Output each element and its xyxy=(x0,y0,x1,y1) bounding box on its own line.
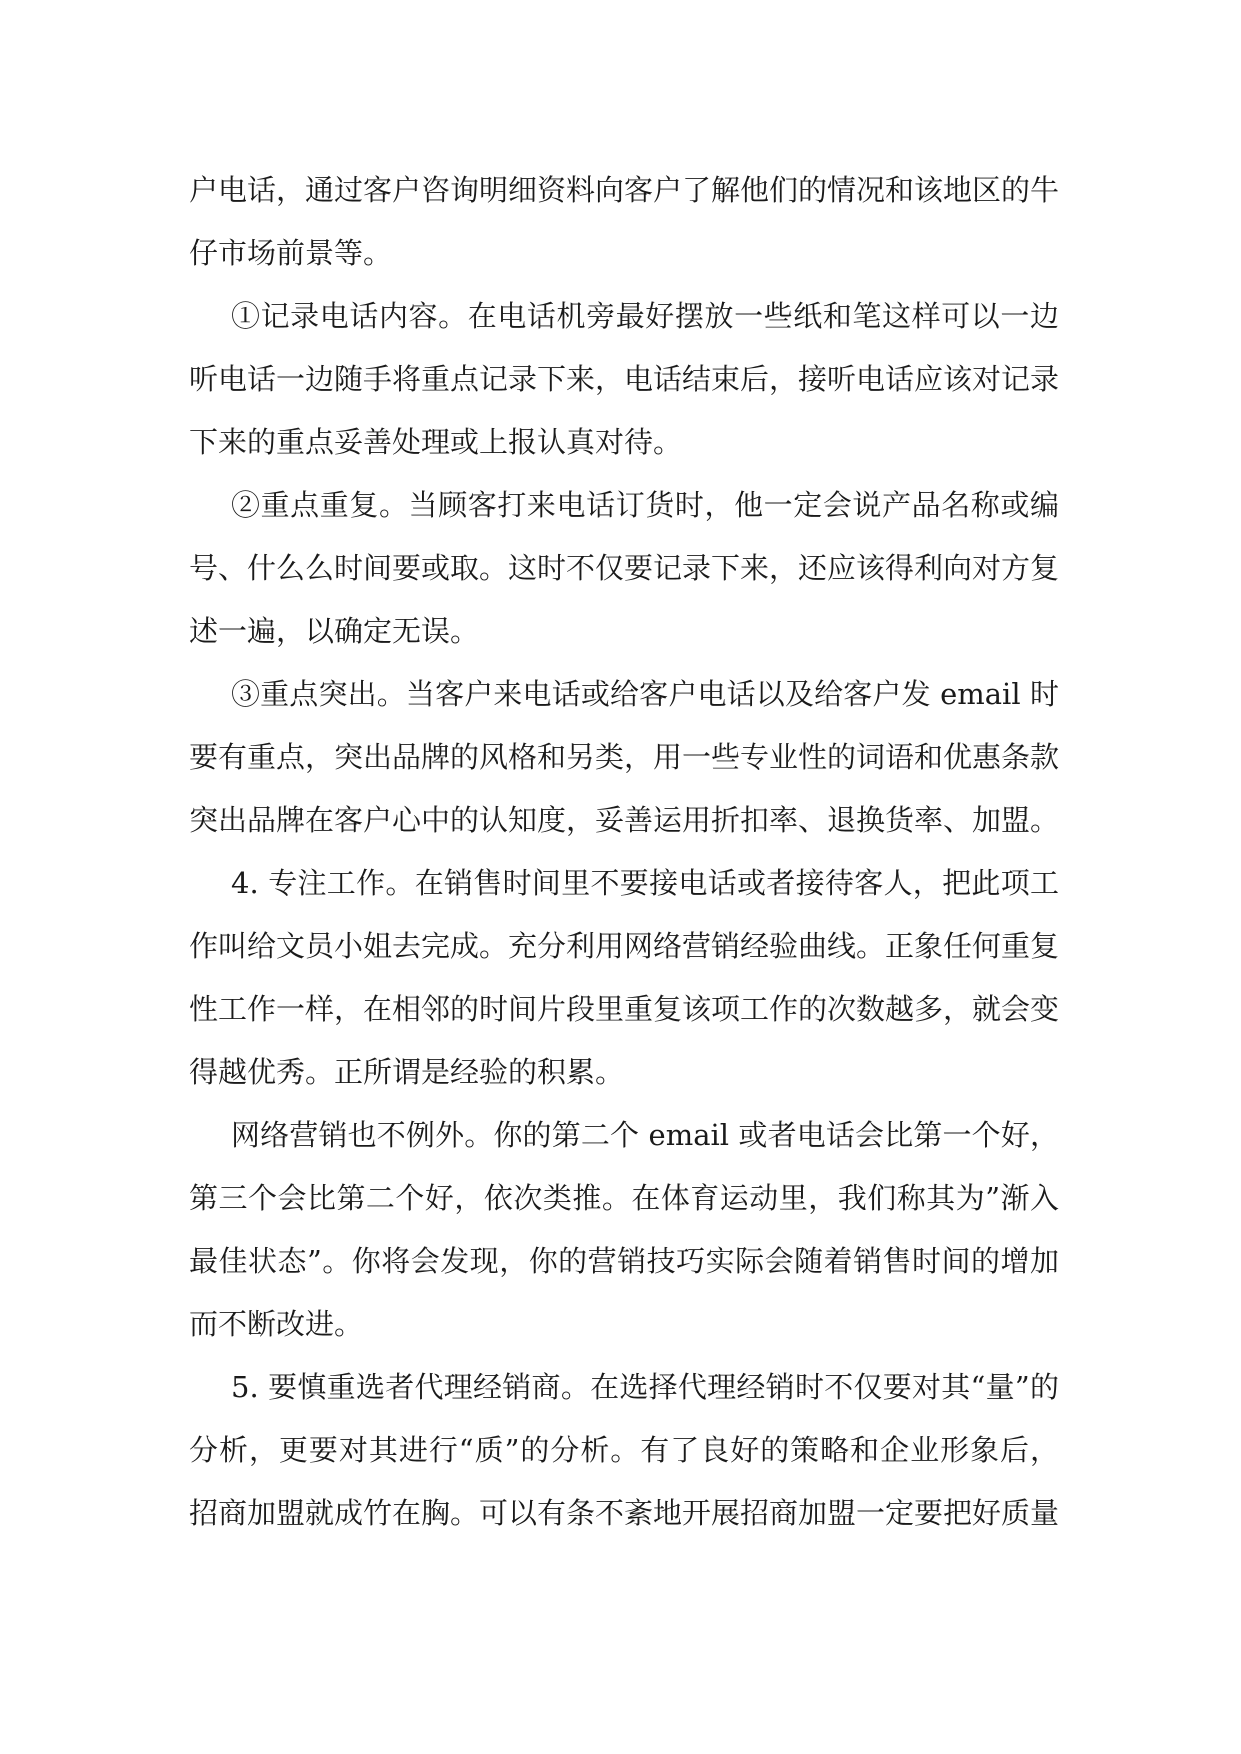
paragraph: ③重点突出。当客户来电话或给客户电话以及给客户发 email 时要有重点，突出品牌的风格和另类，用一些专业性的词语和优惠条款突出品牌在客户心中的认知度，妥善运用折扣率、退换货率、加盟。 xyxy=(189,677,1060,837)
paragraph: 网络营销也不例外。你的第二个 email 或者电话会比第一个好，第三个会比第二个好，依次类推。在体育运动里，我们称其为”渐入最佳状态”。你将会发现，你的营销技巧实际会随着销售时间的增加而不断改进。 xyxy=(189,1118,1059,1341)
paragraph: 户电话，通过客户咨询明细资料向客户了解他们的情况和该地区的牛仔市场前景等。 xyxy=(189,173,1060,270)
paragraph: 5. 要慎重选者代理经销商。在选择代理经销时不仅要对其“量”的分析，更要对其进行“质”的分析。有了良好的策略和企业形象后，招商加盟就成竹在胸。可以有条不紊地开展招商加盟一定要把好质量 xyxy=(189,1370,1060,1530)
paragraph: ②重点重复。当顾客打来电话订货时，他一定会说产品名称或编号、什么么时间要或取。这时不仅要记录下来，还应该得利向对方复述一遍，以确定无误。 xyxy=(189,488,1060,648)
paragraph: 4. 专注工作。在销售时间里不要接电话或者接待客人，把此项工作叫给文员小姐去完成。充分利用网络营销经验曲线。正象任何重复性工作一样，在相邻的时间片段里重复该项工作的次数越多，就会变得越优秀。正所谓是经验的积累。 xyxy=(189,866,1060,1089)
paragraph: ①记录电话内容。在电话机旁最好摆放一些纸和笔这样可以一边听电话一边随手将重点记录下来，电话结束后，接听电话应该对记录下来的重点妥善处理或上报认真对待。 xyxy=(189,299,1060,459)
document-body xyxy=(189,159,1059,1545)
